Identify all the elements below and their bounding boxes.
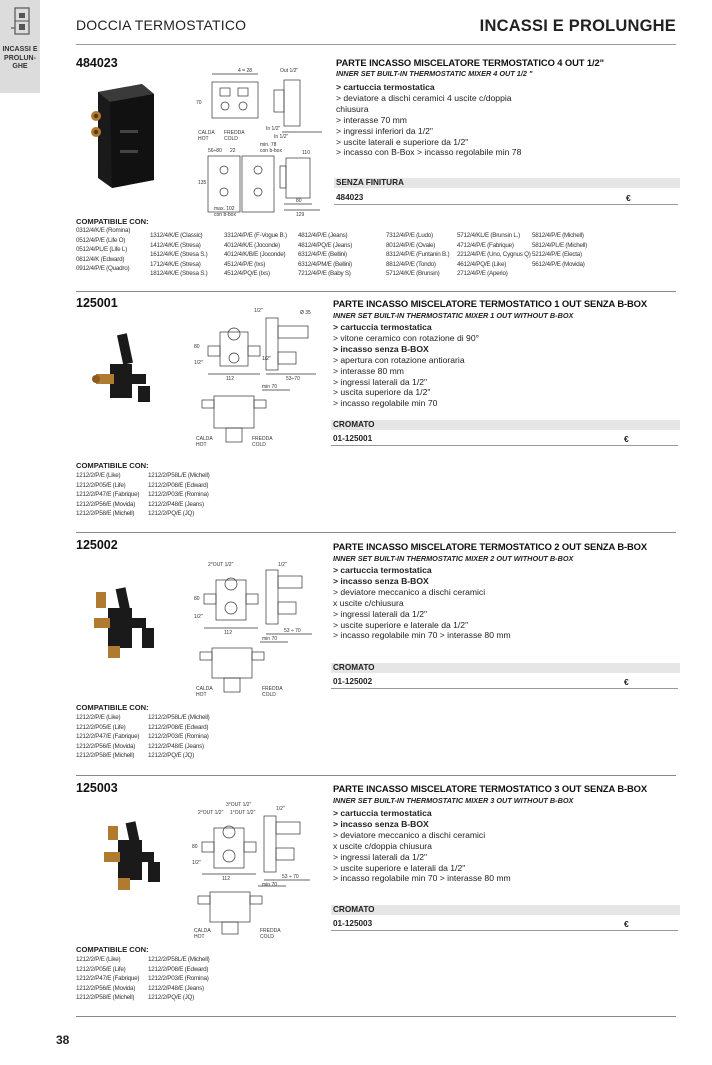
compat-item: 5812/4/P/E (Michell) (532, 232, 584, 239)
compat-item: 4712/4/P/E (Fabrique) (457, 241, 514, 249)
compat-item: 1212/2/P47/E (Fabrique) (76, 491, 140, 498)
drawing-label: 1/2" (276, 806, 285, 812)
compat-item: 8312/4/P/E (Funtanin B.) (386, 251, 450, 258)
compat-column (148, 713, 209, 761)
feature-item: x uscite c/chiusura (333, 597, 404, 608)
compat-item: 1212/2/P08/E (Edward) (148, 723, 209, 731)
compat-item: 2212/4/P/E (Uno, Cygnus Q) (457, 251, 531, 258)
compat-item: 1212/2/P58/E (Michell) (76, 752, 135, 759)
feature-list (333, 322, 479, 409)
compat-column (76, 955, 139, 1003)
feature-item: x uscite c/doppia chiusura (333, 840, 432, 851)
drawing-label: 1/2" (262, 356, 271, 362)
finish-code: 484023 (336, 193, 364, 202)
drawing-label: COLD (260, 934, 274, 940)
finish-divider (331, 930, 678, 931)
compat-item: 5712/4/KL/E (Brunsin L.) (457, 232, 520, 239)
technical-drawing-125003 (190, 790, 326, 940)
drawing-label: 129 (296, 212, 305, 218)
compat-item: 1212/2/P48/E (Jeans) (148, 984, 204, 992)
drawing-label: FREDDA (224, 130, 245, 136)
compat-item: 1212/2/P05/E (Life) (76, 481, 126, 489)
compat-item: 3312/4/P/E (F-Vogue B.) (224, 232, 287, 239)
compat-item: 5212/4/P/E (Electa) (532, 251, 582, 258)
finish-divider (331, 688, 678, 689)
drawing-label: 22 (230, 148, 236, 154)
product-subtitle: INNER SET BUILT-IN THERMOSTATIC MIXER 2 OUT WITHOUT B-BOX (333, 554, 574, 563)
compat-item: 4812/4/P/E (Jeans) (298, 232, 348, 239)
product-code: 125002 (76, 538, 118, 552)
drawing-label: 80 (194, 344, 200, 350)
product-code: 484023 (76, 56, 118, 70)
page-number: 38 (56, 1033, 70, 1047)
finish-header: CROMATO (331, 905, 680, 915)
drawing-label: min 70 (262, 882, 278, 888)
drawing-label: CALDA (196, 686, 213, 692)
feature-item: > deviatore meccanico a dischi ceramici (333, 586, 486, 597)
compat-item: 1212/2/PQ/E (JQ) (148, 510, 195, 517)
compat-item: 1212/2/P47/E (Fabrique) (76, 733, 140, 740)
feature-item: > ingressi inferiori da 1/2" (336, 125, 433, 136)
product-photo-125001 (90, 330, 156, 406)
compat-column (386, 231, 449, 279)
compat-column (298, 231, 352, 279)
compat-item: 4512/4/P/E (Ixs) (224, 260, 266, 268)
product-code: 125003 (76, 781, 118, 795)
product-title: PARTE INCASSO MISCELATORE TERMOSTATICO 1 OUT SENZA B-BOX (333, 298, 648, 309)
drawing-label: 80 (194, 596, 200, 602)
product-title: PARTE INCASSO MISCELATORE TERMOSTATICO 3 OUT SENZA B-BOX (333, 783, 648, 794)
compat-item: 1212/2/P58L/E (Michell) (148, 714, 210, 721)
drawing-label: min 70 (262, 636, 278, 642)
drawing-label: 1/2" (194, 614, 203, 620)
drawing-label: 110 (302, 150, 310, 156)
drawing-label: 112 (226, 376, 234, 382)
compat-item: 1212/2/P58L/E (Michell) (148, 956, 210, 963)
drawing-label: 53 ÷ 70 (282, 874, 299, 880)
drawing-label: 1/2" (254, 308, 263, 314)
feature-item: > vitone ceramico con rotazione di 90° (333, 332, 480, 343)
compat-item: 1312/4/K/E (Classic) (150, 232, 203, 239)
feature-item: > ingressi laterali da 1/2" (333, 608, 428, 619)
feature-item: > uscite laterali e superiore da 1/2" (336, 136, 469, 147)
drawing-label: 1/2" (192, 860, 201, 866)
compat-column (76, 226, 130, 274)
compat-item: 2712/4/P/E (Aperio) (457, 270, 508, 277)
compat-item: 0312/4/K/E (Romina) (76, 227, 131, 234)
product-title: PARTE INCASSO MISCELATORE TERMOSTATICO 4 OUT 1/2" (336, 57, 604, 68)
category-title: INCASSI E PROLUNGHE (479, 17, 676, 35)
finish-header: CROMATO (331, 663, 680, 673)
compat-item: 5612/4/P/E (Movida) (532, 260, 585, 268)
compat-column (532, 231, 587, 269)
compat-heading: COMPATIBILE CON: (76, 703, 149, 712)
feature-item: > deviatore meccanico a dischi ceramici (333, 829, 486, 840)
drawing-label: max. 102 (214, 206, 235, 212)
product-title: PARTE INCASSO MISCELATORE TERMOSTATICO 2 OUT SENZA B-BOX (333, 541, 648, 552)
technical-drawing-484023 (194, 66, 330, 218)
compat-item: 1212/2/P58/E (Michell) (76, 510, 135, 517)
drawing-label: CALDA (198, 130, 215, 136)
drawing-label: 135 (198, 180, 207, 186)
compat-item: 1612/4/K/E (Stresa S.) (150, 251, 208, 258)
drawing-label: 56÷80 (208, 148, 222, 154)
drawing-label: FREDDA (252, 436, 273, 442)
feature-item: > uscite superiore e laterale da 1/2" (333, 619, 469, 630)
drawing-label: FREDDA (262, 686, 283, 692)
drawing-label: 4 = 28 (238, 68, 253, 74)
drawing-label: HOT (196, 442, 207, 448)
compat-item: 1212/2/P48/E (Jeans) (148, 500, 204, 508)
feature-list (333, 808, 511, 884)
compat-item: 1212/2/PQ/E (JQ) (148, 994, 195, 1001)
compat-item: 1212/2/P08/E (Edward) (148, 965, 209, 973)
compat-item: 4512/4/PQ/E (Ixs) (224, 270, 270, 277)
product-code: 125001 (76, 296, 118, 310)
section-side-tab (0, 0, 40, 93)
compat-item: 0912/4/P/E (Quadro) (76, 265, 130, 272)
compat-column (148, 471, 209, 519)
compat-column (148, 955, 209, 1003)
compat-item: 7312/4/P/E (Ludo) (386, 232, 433, 239)
drawing-label: FREDDA (260, 928, 281, 934)
price-field: € (624, 919, 629, 929)
drawing-label: 53÷70 (286, 376, 300, 382)
drawing-label: COLD (262, 692, 276, 698)
drawing-label: In 1/2" (266, 126, 281, 132)
price-field: € (624, 677, 629, 687)
feature-item: > incasso senza B-BOX (333, 575, 429, 586)
drawing-label: 70 (196, 100, 202, 106)
product-subtitle: INNER SET BUILT-IN THERMOSTATIC MIXER 1 OUT WITHOUT B-BOX (333, 311, 574, 320)
compat-item: 1212/2/P03/E (Romina) (148, 975, 209, 982)
compat-column (150, 231, 208, 279)
compat-item: 0812/4/K (Edward) (76, 255, 125, 263)
side-tab-line: PROLUN- (4, 54, 36, 62)
product-photo-484023 (84, 80, 166, 190)
compat-item: 1212/2/PQ/E (JQ) (148, 752, 195, 759)
drawing-label: COLD (224, 136, 238, 142)
drawing-label: 2°OUT 1/2" (198, 810, 224, 816)
compat-item: 1212/2/P56/E (Movida) (76, 500, 136, 508)
compat-item: 1212/2/P58/E (Michell) (76, 994, 135, 1001)
drawing-label: con b-box (214, 212, 236, 218)
drawing-label: HOT (198, 136, 209, 142)
drawing-label: min. 78 (260, 142, 277, 148)
price-field: € (624, 434, 629, 444)
drawing-label: 80 (296, 198, 302, 204)
feature-item: > cartuccia termostatica (333, 808, 432, 818)
finish-code: 01-125001 (333, 434, 373, 443)
drawing-label: con b-box (260, 148, 282, 154)
compat-item: 1212/2/P58L/E (Michell) (148, 472, 210, 479)
drawing-label: Out 1/2" (280, 68, 299, 74)
feature-item: > ingressi laterali da 1/2" (333, 851, 428, 862)
feature-item: > incasso senza B-BOX (333, 818, 429, 829)
side-tab-label (0, 46, 40, 72)
drawing-label: 1°OUT 1/2" (230, 810, 256, 816)
drawing-label: 112 (224, 630, 232, 636)
drawing-label: 1/2" (194, 360, 203, 366)
compat-item: 5712/4/K/E (Brunsin) (386, 270, 440, 277)
compat-item: 1212/2/P03/E (Romina) (148, 733, 209, 740)
section-divider (76, 291, 676, 292)
compat-item: 1212/2/P05/E (Life) (76, 965, 126, 973)
feature-item: > cartuccia termostatica (333, 322, 432, 332)
finish-divider (331, 445, 678, 446)
product-photo-125002 (86, 584, 160, 662)
compat-item: 4012/4/K/B/E (Joconde) (224, 251, 286, 258)
drawing-label: HOT (196, 692, 207, 698)
section-divider (76, 775, 676, 776)
technical-drawing-125002 (192, 556, 326, 702)
finish-divider (334, 204, 678, 205)
product-photo-125003 (98, 820, 164, 892)
drawing-label: CALDA (196, 436, 213, 442)
feature-item: > cartuccia termostatica (336, 82, 435, 92)
finish-header: SENZA FINITURA (334, 178, 680, 188)
feature-list (336, 82, 521, 158)
compat-item: 8812/4/P/E (Tondo) (386, 260, 436, 268)
finish-code: 01-125003 (333, 919, 373, 928)
side-tab-line: INCASSI E (2, 46, 38, 53)
product-subtitle: INNER SET BUILT-IN THERMOSTATIC MIXER 3 OUT WITHOUT B-BOX (333, 796, 574, 805)
feature-item: > apertura con rotazione antioraria (333, 354, 465, 365)
faucet-icon (11, 6, 33, 36)
compat-item: 4812/4/PQ/E (Jeans) (298, 241, 353, 249)
compat-heading: COMPATIBILE CON: (76, 217, 149, 226)
technical-drawing-125001 (190, 304, 326, 452)
compat-item: 1212/2/P48/E (Jeans) (148, 742, 204, 750)
feature-item: > interasse 80 mm (333, 365, 404, 376)
feature-item: > incasso regolabile min 70 > interasse 80 mm (333, 873, 511, 884)
drawing-label: COLD (252, 442, 266, 448)
section-title: DOCCIA TERMOSTATICO (76, 17, 247, 33)
compat-item: 6312/4/PM/E (Bellini) (298, 260, 352, 268)
section-divider (76, 1016, 676, 1017)
compat-item: 0512/4/P/E (Life O) (76, 236, 126, 244)
feature-item: > ingressi laterali da 1/2" (333, 376, 428, 387)
finish-code: 01-125002 (333, 677, 373, 686)
feature-item: > cartuccia termostatica (333, 565, 432, 575)
drawing-label: 3°OUT 1/2" (226, 802, 252, 808)
drawing-label: 53 ÷ 70 (284, 628, 301, 634)
compat-item: 1212/2/P/E (Like) (76, 472, 121, 479)
drawing-label: In 1/2" (274, 134, 289, 140)
feature-item: > uscite superiore e laterali da 1/2" (333, 862, 466, 873)
compat-column (457, 231, 531, 279)
compat-item: 1212/2/P56/E (Movida) (76, 742, 136, 750)
drawing-label: Ø 35 (300, 310, 311, 316)
feature-item: > incasso con B-Box > incasso regolabile min 78 (336, 147, 522, 158)
drawing-label: 1/2" (278, 562, 287, 568)
feature-item: > incasso regolabile min 70 (333, 398, 438, 409)
drawing-label: CALDA (194, 928, 211, 934)
feature-item: > incasso regolabile min 70 > interasse 80 mm (333, 630, 511, 641)
drawing-label: min 70 (262, 384, 278, 390)
drawing-label: 2°OUT 1/2" (208, 562, 234, 568)
compat-item: 1212/2/P/E (Like) (76, 714, 121, 721)
feature-item: chiusura (336, 103, 369, 114)
compat-column (76, 713, 139, 761)
compat-item: 1212/2/P08/E (Edward) (148, 481, 209, 489)
compat-item: 1212/2/P/E (Like) (76, 956, 121, 963)
compat-column (224, 231, 287, 279)
feature-item: > uscita superiore da 1/2" (333, 387, 431, 398)
feature-item: > incasso senza B-BOX (333, 343, 429, 354)
compat-item: 1212/2/P47/E (Fabrique) (76, 975, 140, 982)
side-tab-line: GHE (12, 63, 28, 71)
compat-heading: COMPATIBILE CON: (76, 945, 149, 954)
feature-item: > interasse 70 mm (336, 114, 407, 125)
compat-item: 1212/2/P05/E (Life) (76, 723, 126, 731)
drawing-label: 80 (192, 844, 198, 850)
compat-item: 8012/4/P/E (Ovale) (386, 241, 436, 249)
compat-item: 1212/2/P56/E (Movida) (76, 984, 136, 992)
compat-item: 1412/4/K/E (Stresa) (150, 241, 201, 249)
compat-item: 4012/4/K/E (Joconde) (224, 241, 280, 249)
compat-column (76, 471, 139, 519)
compat-item: 4612/4/PQ/E (Like) (457, 260, 507, 268)
compat-item: 5812/4/PL/E (Michell) (532, 241, 587, 249)
compat-item: 0512/4/PL/E (Life L) (76, 246, 128, 253)
drawing-label: HOT (194, 934, 205, 940)
price-field: € (626, 193, 631, 203)
finish-header: CROMATO (331, 420, 680, 430)
section-divider (76, 532, 676, 533)
product-subtitle: INNER SET BUILT-IN THERMOSTATIC MIXER 4 OUT 1/2 " (336, 69, 533, 78)
compat-item: 1212/2/P03/E (Romina) (148, 491, 209, 498)
feature-item: > deviatore a dischi ceramici 4 uscite c/doppia (336, 92, 512, 103)
feature-list (333, 565, 511, 641)
drawing-label: 112 (222, 876, 230, 882)
compat-item: 1712/4/K/E (Stresa) (150, 260, 201, 268)
compat-heading: COMPATIBILE CON: (76, 461, 149, 470)
compat-item: 6312/4/P/E (Bellini) (298, 251, 347, 258)
header-divider (76, 44, 676, 45)
compat-item: 1812/4/K/E (Stresa S.) (150, 270, 208, 277)
compat-item: 7212/4/P/E (Baby S) (298, 270, 351, 277)
